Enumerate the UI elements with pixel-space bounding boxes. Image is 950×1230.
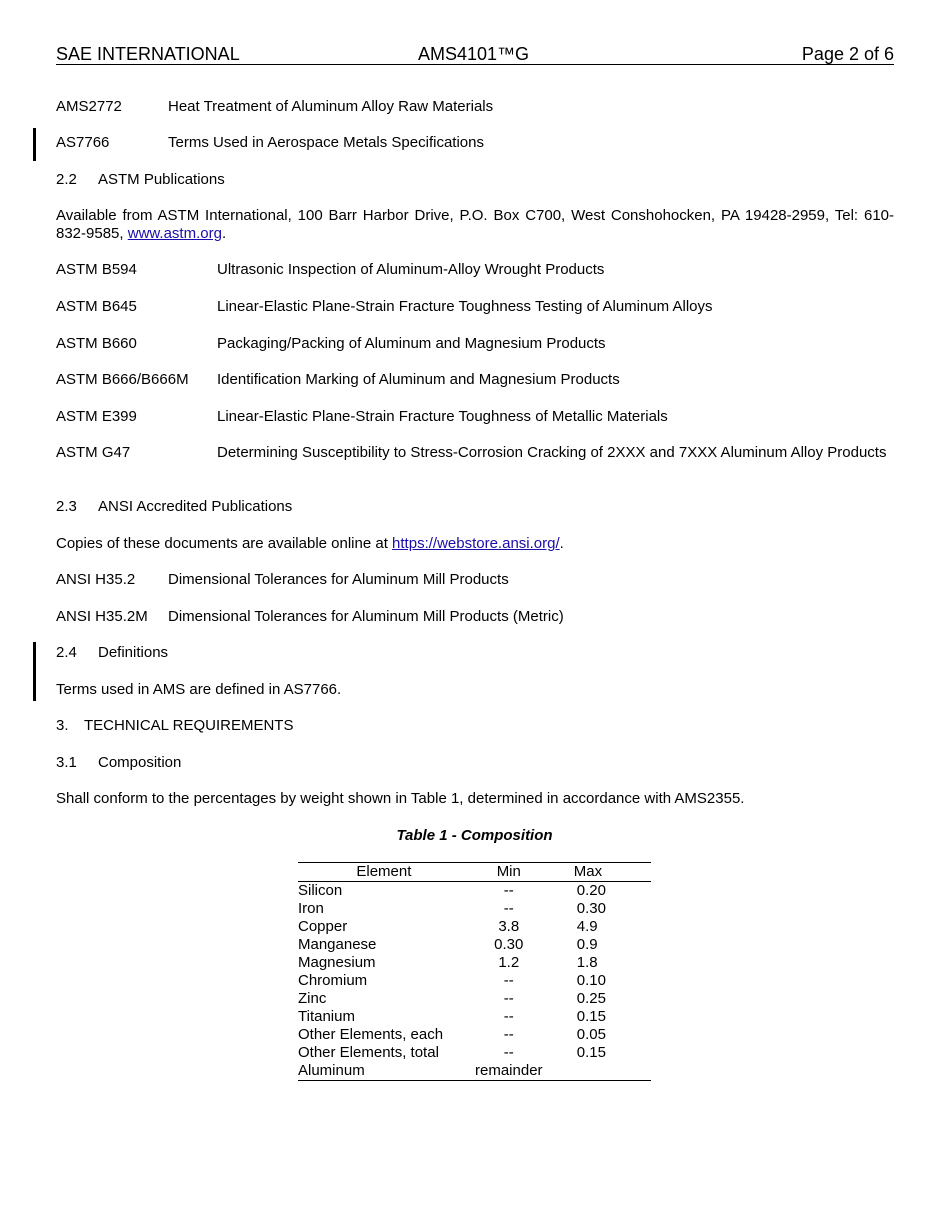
column-header-element: Element (356, 863, 412, 880)
table-row (298, 1044, 651, 1062)
table-header-row (298, 863, 651, 882)
cell-element: Iron (298, 900, 324, 918)
cell-min: -- (503, 900, 514, 918)
section-heading-astm: ASTM Publications (98, 171, 225, 188)
table-row (298, 936, 651, 954)
reference-title: Determining Susceptibility to Stress-Corrosion Cracking of 2XXX and 7XXX Aluminum Alloy Products (217, 444, 887, 461)
astm-website-link[interactable]: www.astm.org (127, 225, 222, 242)
section-heading-technical-requirements: TECHNICAL REQUIREMENTS (84, 717, 294, 734)
reference-code: ASTM B645 (56, 298, 137, 315)
table-row (298, 882, 651, 901)
reference-title: Dimensional Tolerances for Aluminum Mill Products (Metric) (168, 608, 564, 625)
cell-max: 0.20 (576, 882, 606, 900)
cell-element: Titanium (298, 1008, 355, 1026)
table-row (298, 918, 651, 936)
table-row (298, 1008, 651, 1026)
reference-code: ASTM B594 (56, 261, 137, 278)
reference-title: Terms Used in Aerospace Metals Specifications (168, 134, 484, 151)
page-header (56, 44, 894, 65)
revision-change-bar (33, 642, 36, 701)
ansi-availability-text: Copies of these documents are available online at (56, 535, 393, 552)
table-row (298, 972, 651, 990)
cell-min: -- (503, 1008, 514, 1026)
reference-title: Linear-Elastic Plane-Strain Fracture Toughness Testing of Aluminum Alloys (217, 298, 713, 315)
reference-title: Dimensional Tolerances for Aluminum Mill Products (168, 571, 509, 588)
section-number: 2.4 (56, 644, 77, 661)
astm-availability-text: Available from ASTM International, 100 Barr Harbor Drive, P.O. Box C700, West Conshohocken, PA 19428-2959, Tel: 610-832-9585, (56, 207, 894, 242)
astm-availability-paragraph (56, 207, 894, 243)
section-number: 3.1 (56, 754, 77, 771)
cell-min: -- (503, 882, 514, 900)
table-body (298, 882, 651, 1081)
cell-min: 1.2 (498, 954, 520, 972)
revision-change-bar (33, 128, 36, 161)
cell-max: 0.15 (576, 1008, 606, 1026)
cell-element: Other Elements, each (298, 1026, 444, 1044)
cell-element: Aluminum (298, 1062, 365, 1080)
column-header-max: Max (573, 863, 603, 880)
table-caption: Table 1 - Composition (396, 827, 553, 844)
punctuation: . (559, 535, 564, 552)
section-number: 3. (56, 717, 69, 734)
table-row (298, 990, 651, 1008)
cell-min: -- (503, 972, 514, 990)
cell-max: 0.30 (576, 900, 606, 918)
reference-title: Packaging/Packing of Aluminum and Magnesium Products (217, 335, 606, 352)
cell-element: Manganese (298, 936, 377, 954)
cell-element: Chromium (298, 972, 368, 990)
cell-min: -- (503, 990, 514, 1008)
cell-element: Copper (298, 918, 348, 936)
cell-max: 0.25 (576, 990, 606, 1008)
cell-min: 3.8 (498, 918, 520, 936)
section-heading-definitions: Definitions (98, 644, 169, 661)
punctuation: . (221, 225, 227, 242)
cell-max (548, 1062, 651, 1081)
cell-element: Silicon (298, 882, 343, 900)
reference-code: ASTM B660 (56, 335, 137, 352)
composition-table (298, 862, 651, 1081)
cell-max: 1.8 (576, 954, 598, 972)
ansi-availability-paragraph (56, 535, 564, 553)
cell-min: remainder (475, 1062, 543, 1080)
cell-max: 0.15 (576, 1044, 606, 1062)
section-number: 2.3 (56, 498, 77, 515)
header-document-number: AMS4101™G (418, 44, 530, 64)
cell-element: Magnesium (298, 954, 376, 972)
reference-title: Ultrasonic Inspection of Aluminum-Alloy Wrought Products (217, 261, 605, 278)
section-heading-composition: Composition (98, 754, 182, 771)
reference-title: Identification Marking of Aluminum and Magnesium Products (217, 371, 620, 388)
header-page-number: Page 2 of 6 (801, 44, 894, 64)
section-heading-ansi: ANSI Accredited Publications (98, 498, 293, 515)
table-row (298, 954, 651, 972)
reference-title: Linear-Elastic Plane-Strain Fracture Toughness of Metallic Materials (217, 408, 668, 425)
header-organization: SAE INTERNATIONAL (56, 44, 240, 64)
cell-element: Other Elements, total (298, 1044, 439, 1062)
reference-title: Heat Treatment of Aluminum Alloy Raw Materials (168, 98, 494, 115)
composition-paragraph: Shall conform to the percentages by weight shown in Table 1, determined in accordance with AMS2355. (56, 790, 745, 807)
reference-code: AMS2772 (56, 98, 122, 115)
table-row (298, 1062, 651, 1081)
reference-code: ASTM E399 (56, 408, 137, 425)
cell-min: 0.30 (494, 936, 524, 954)
reference-code: ANSI H35.2M (56, 608, 148, 625)
column-header-min: Min (496, 863, 521, 880)
cell-max: 0.10 (576, 972, 606, 990)
definitions-paragraph: Terms used in AMS are defined in AS7766. (56, 681, 342, 698)
reference-code: ASTM B666/B666M (56, 371, 189, 388)
reference-code: ANSI H35.2 (56, 571, 136, 588)
section-number: 2.2 (56, 171, 77, 188)
reference-code: AS7766 (56, 134, 110, 151)
cell-max: 0.05 (576, 1026, 606, 1044)
cell-max: 0.9 (576, 936, 598, 954)
table-row (298, 900, 651, 918)
table-row (298, 1026, 651, 1044)
cell-min: -- (503, 1026, 514, 1044)
ansi-webstore-link[interactable]: https://webstore.ansi.org/ (392, 535, 560, 552)
reference-code: ASTM G47 (56, 444, 131, 461)
cell-element: Zinc (298, 990, 327, 1008)
cell-max: 4.9 (576, 918, 598, 936)
cell-min: -- (503, 1044, 514, 1062)
